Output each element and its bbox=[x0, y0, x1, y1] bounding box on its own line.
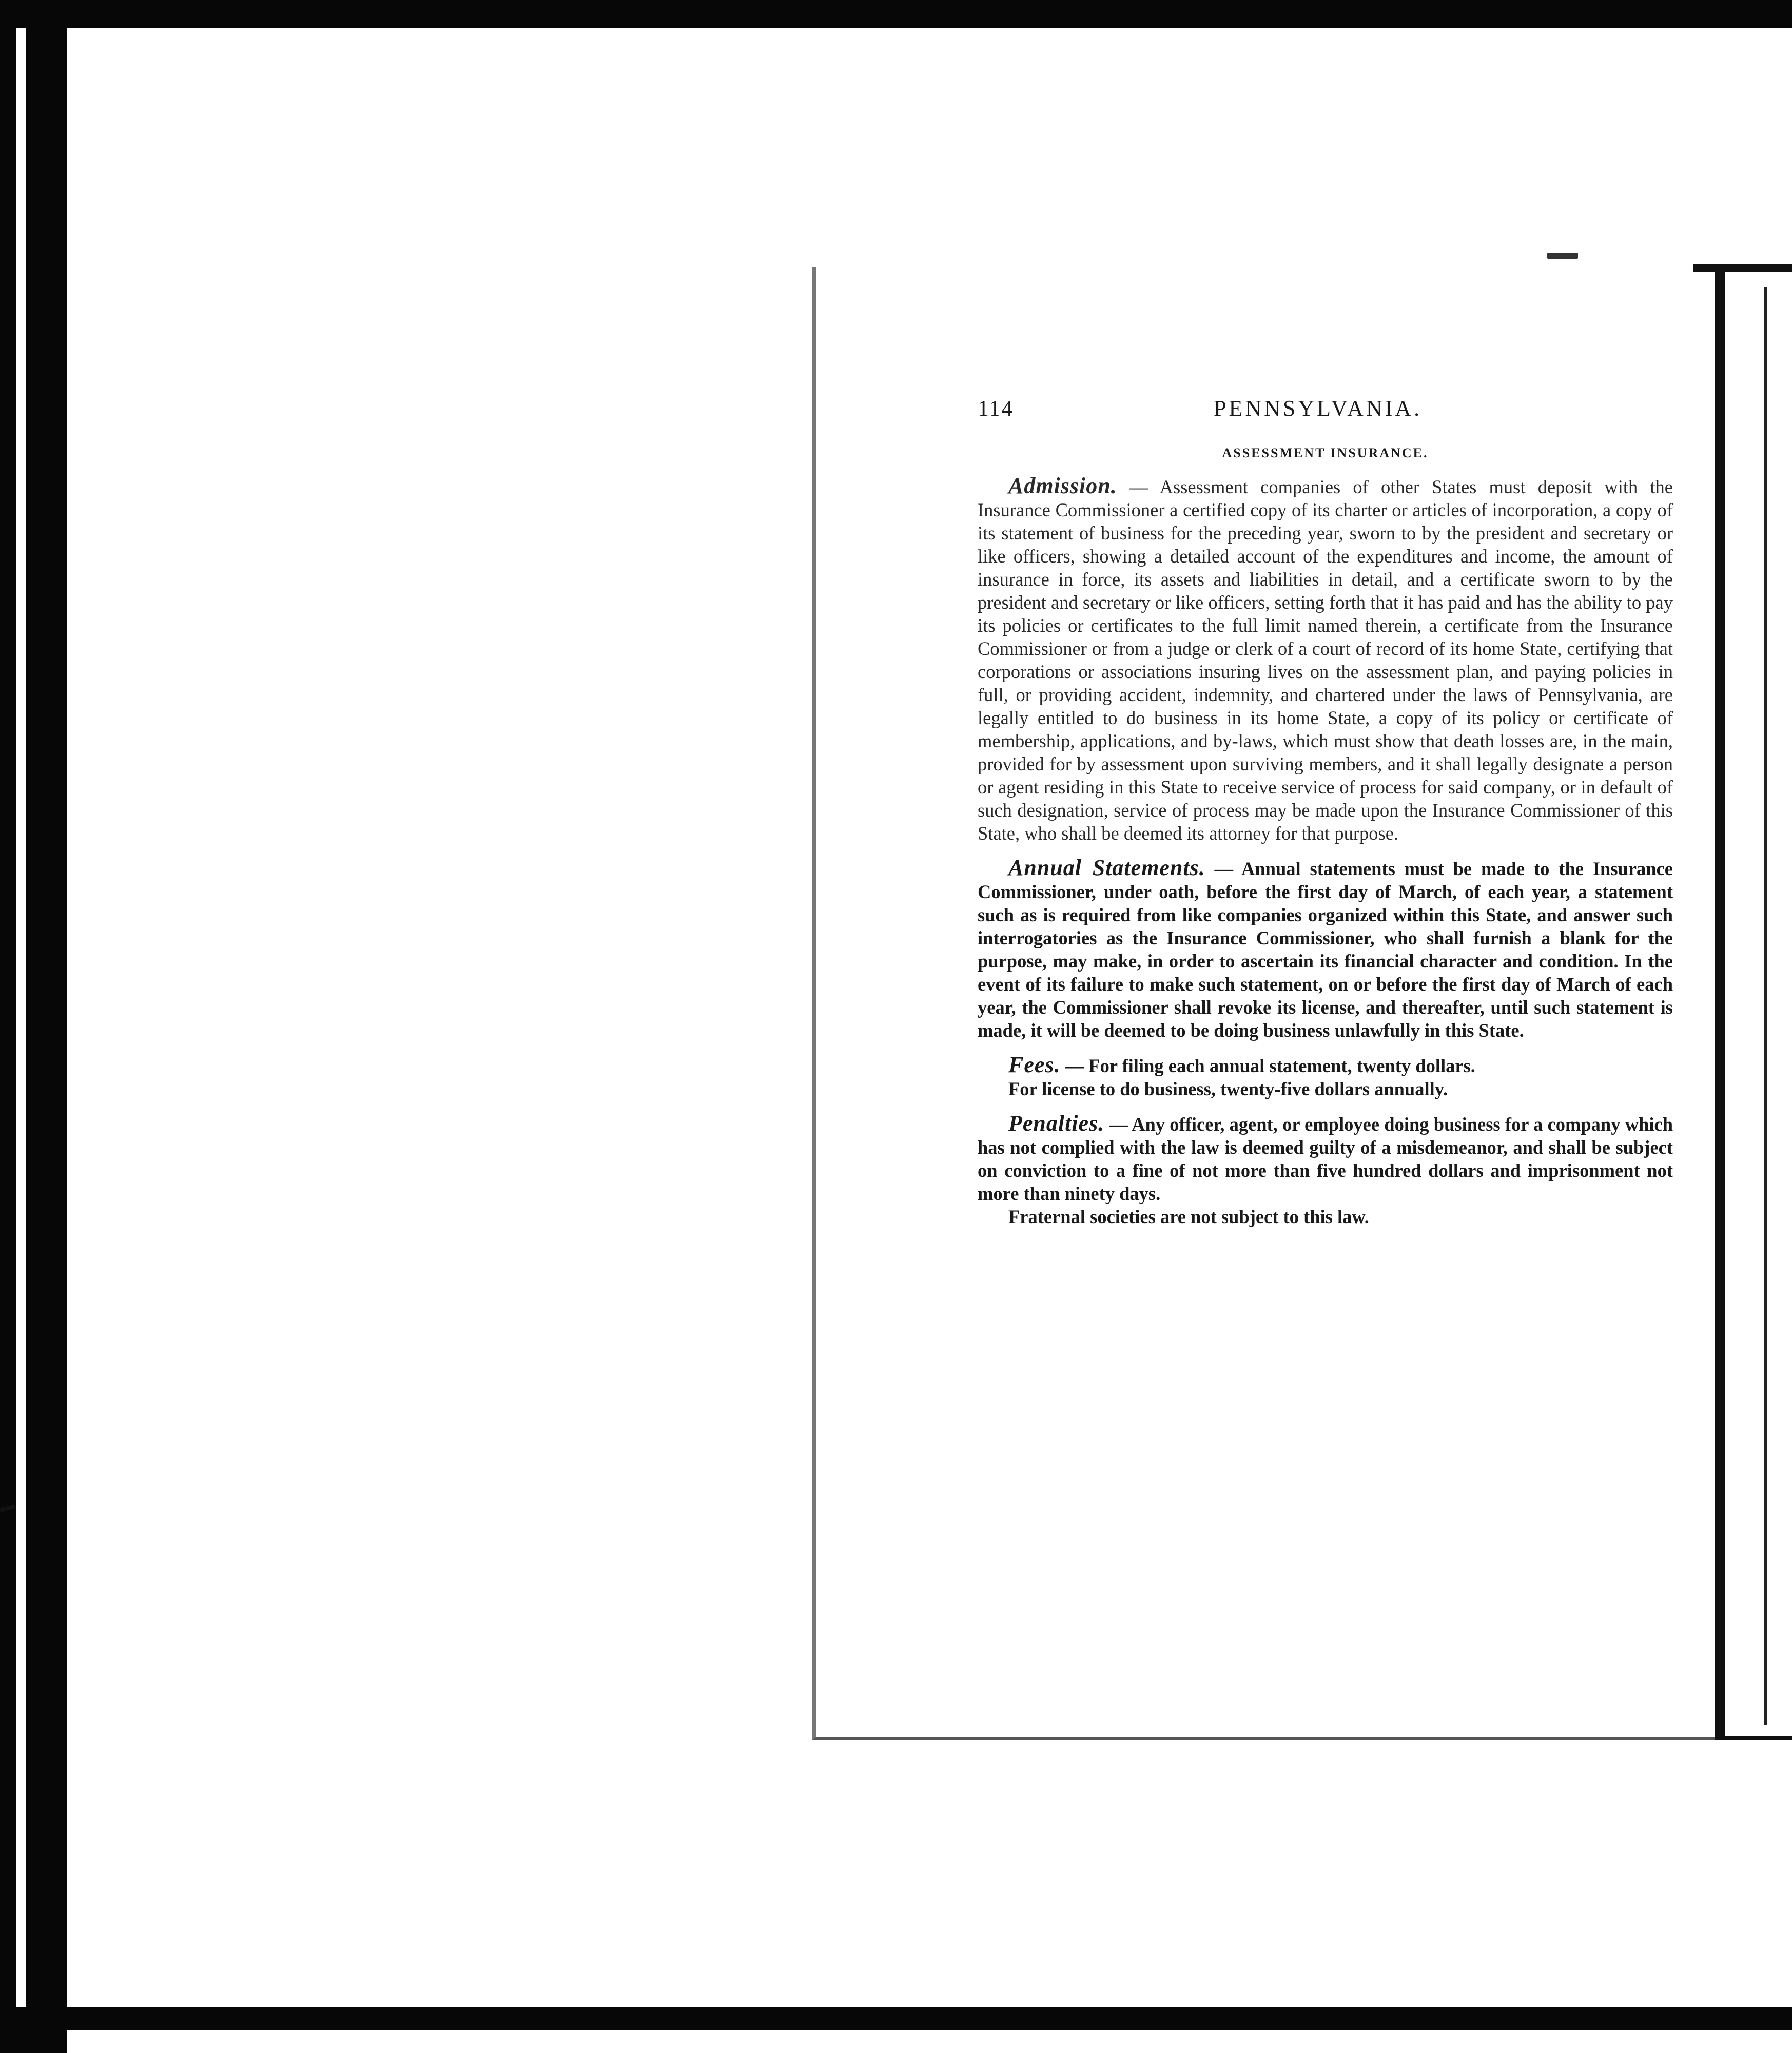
admission-text: — Assessment companies of other States must deposit with the Insurance Commissioner a certified copy of its charter or articles of incorporation, a copy of its statement of business for the preceding year, sworn to by the president and secretary or like officers, showing a detailed account of the expenditures and income, the amount of insurance in force, its assets and liabilities in detail, and a certificate sworn to by the president and secretary or like officers, setting forth that it has paid and has the ability to pay its policies or certificates to the full limit named therein, a certificate from the Insurance Commissioner or from a judge or clerk of a court of record of its home State, certifying that corporations or associations insuring lives on the assessment plan, and paying policies in full, or providing accident, indemnity, and chartered under the laws of Pennsylvania, are legally entitled to do business in its home State, a copy of its policy or certificate of membership, applications, and by-laws, which must show that death losses are, in the main, provided for by assessment upon surviving members, and it shall legally designate a person or agent residing in this State to receive service of process for said company, or in default of such designation, service of process may be made upon the Insurance Commissioner of this State, who shall be deemed its attorney for that purpose. bbox=[978, 476, 1673, 844]
penalties-paragraph bbox=[978, 1112, 1673, 1205]
section-heading: ASSESSMENT INSURANCE. bbox=[1222, 446, 1429, 460]
admission-paragraph bbox=[978, 474, 1673, 845]
page-title: PENNSYLVANIA. bbox=[1214, 396, 1423, 421]
annual-statements-text: — Annual statements must be made to the Insurance Commissioner, under oath, before the first day of March, of each year, a statement such as is required from like companies organized within this State, and answer such interrogatories as the Insurance Commissioner, who shall furnish a blank for the purpose, may make, in order to ascertain its financial character and condition. In the event of its failure to make such statement, on or before the first day of March of each year, the Commissioner shall revoke its license, and thereafter, until such statement is made, it will be deemed to be doing business unlawfully in this State. bbox=[978, 858, 1673, 1041]
annual-statements-paragraph bbox=[978, 856, 1673, 1042]
penalties-text: — Any officer, agent, or employee doing business for a company which has not complied with the law is deemed guilty of a misdemeanor, and shall be subject on conviction to a fine of not more than five hundred dollars and imprisonment not more than ninety days. bbox=[978, 1114, 1673, 1204]
running-head bbox=[978, 395, 1673, 426]
fees-lead: Fees. bbox=[1008, 1052, 1061, 1077]
facing-page-bottom-edge bbox=[1715, 1736, 1792, 1740]
facing-page-rule bbox=[1764, 287, 1767, 1725]
facing-page-top-edge bbox=[1693, 264, 1792, 272]
penalties-lead: Penalties. bbox=[1008, 1111, 1105, 1136]
admission-lead: Admission. bbox=[1008, 473, 1117, 498]
frame-border-left bbox=[0, 0, 67, 2053]
frame-border-top bbox=[0, 0, 1792, 28]
annual-statements-lead: Annual Statements. bbox=[1008, 855, 1205, 880]
page-text-block bbox=[978, 395, 1673, 1228]
frame-border-left-gap bbox=[16, 28, 26, 2015]
page-number: 114 bbox=[978, 396, 1014, 421]
fees-text: — For filing each annual statement, twenty dollars. bbox=[1065, 1055, 1475, 1076]
fees-paragraph bbox=[978, 1053, 1673, 1077]
frame-border-bottom-gap bbox=[67, 2030, 1792, 2053]
facing-page-edge bbox=[1715, 267, 1725, 1740]
fees-license-line: For license to do business, twenty-five dollars annually. bbox=[1008, 1078, 1448, 1099]
page-top-mark bbox=[1547, 253, 1578, 259]
fraternal-note: Fraternal societies are not subject to this law. bbox=[1008, 1206, 1369, 1227]
